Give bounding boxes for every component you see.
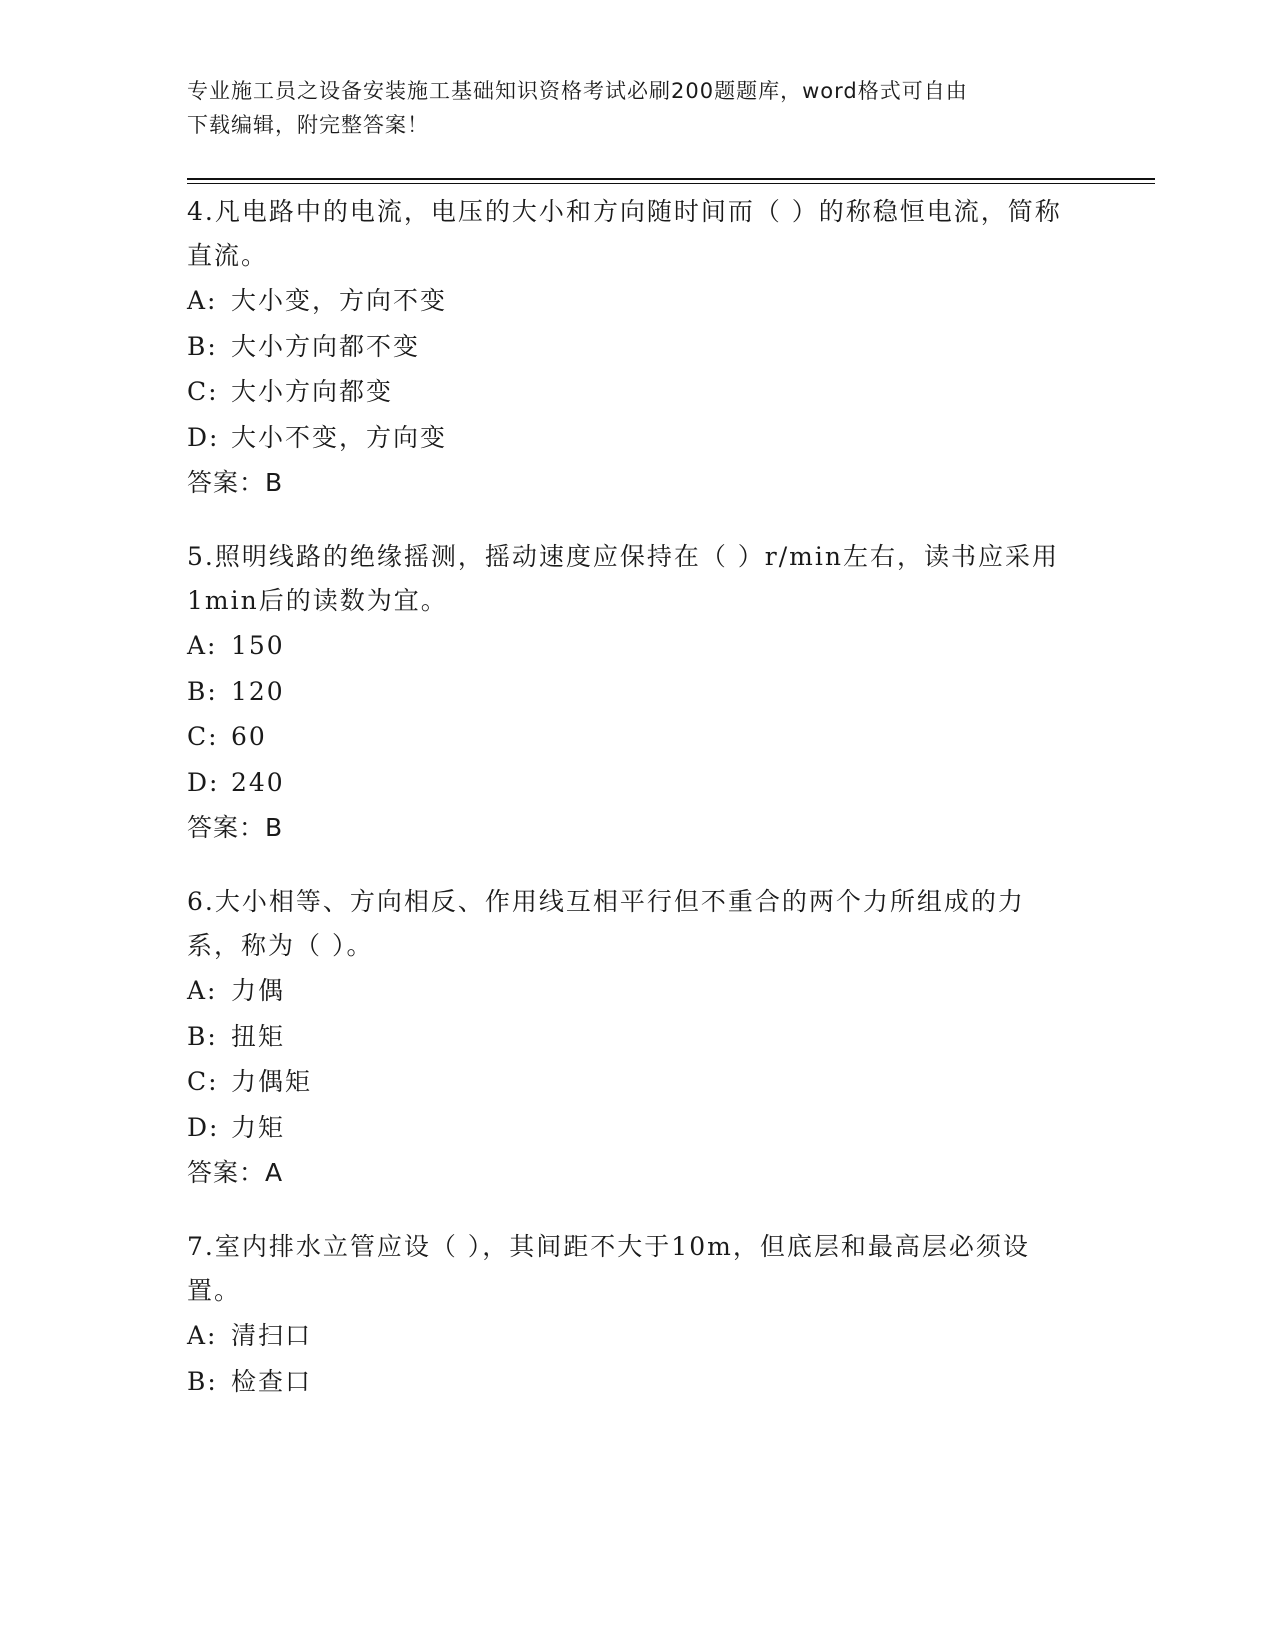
header-divider-thick (187, 178, 1155, 180)
option-d (187, 415, 1077, 461)
option-key: A: (187, 1321, 218, 1350)
option-c (187, 1059, 1077, 1105)
option-text: 大小方向都变 (231, 377, 394, 406)
option-a (187, 1313, 1077, 1359)
option-b (187, 1014, 1077, 1060)
option-a (187, 623, 1077, 669)
option-key: C: (187, 377, 219, 406)
document-header (187, 74, 1067, 142)
option-key: D: (187, 1112, 220, 1142)
option-key: D: (187, 422, 220, 452)
option-text: 60 (231, 722, 267, 751)
option-text: 力偶矩 (231, 1067, 313, 1096)
option-key: C: (187, 722, 219, 751)
option-a (187, 278, 1077, 324)
question-list (187, 190, 1077, 1434)
answer-line: 答案：B (187, 468, 284, 497)
option-text: 240 (231, 767, 285, 797)
option-text: 150 (231, 631, 285, 660)
option-text: 检查口 (231, 1366, 313, 1396)
option-d (187, 760, 1077, 806)
option-text: 120 (231, 676, 285, 706)
question-text: 6.大小相等、方向相反、作用线互相平行但不重合的两个力所组成的力系，称为（ ）。 (187, 887, 1025, 960)
question-5 (187, 535, 1077, 850)
option-c (187, 714, 1077, 760)
option-key: B: (187, 331, 218, 361)
option-c (187, 369, 1077, 415)
option-a (187, 968, 1077, 1014)
question-text: 4.凡电路中的电流，电压的大小和方向随时间而（ ）的称稳恒电流，简称直流。 (187, 197, 1062, 270)
option-key: C: (187, 1067, 219, 1096)
question-text: 7.室内排水立管应设（ ），其间距不大于10m，但底层和最高层必须设置。 (187, 1232, 1030, 1305)
option-text: 力矩 (231, 1112, 286, 1142)
answer-line: 答案：A (187, 1158, 284, 1187)
header-line-1: 专业施工员之设备安装施工基础知识资格考试必刷200题题库，word格式可自由 (187, 79, 968, 103)
option-text: 力偶 (231, 976, 286, 1005)
option-text: 大小变，方向不变 (231, 286, 448, 315)
answer-line: 答案：B (187, 813, 284, 842)
option-b (187, 1359, 1077, 1405)
option-b (187, 669, 1077, 715)
option-text: 扭矩 (231, 1021, 286, 1051)
option-text: 大小不变，方向变 (231, 422, 448, 452)
option-key: A: (187, 631, 218, 660)
option-d (187, 1105, 1077, 1151)
option-text: 大小方向都不变 (231, 331, 421, 361)
option-key: A: (187, 976, 218, 1005)
option-key: A: (187, 286, 218, 315)
question-6 (187, 880, 1077, 1195)
header-line-2: 下载编辑，附完整答案！ (187, 113, 429, 137)
option-key: B: (187, 676, 218, 706)
option-key: B: (187, 1366, 218, 1396)
question-4 (187, 190, 1077, 505)
option-text: 清扫口 (231, 1321, 313, 1350)
question-text: 5.照明线路的绝缘摇测，摇动速度应保持在（ ）r/min左右，读书应采用1min后的读数为宜。 (187, 542, 1059, 615)
question-7 (187, 1225, 1077, 1404)
option-b (187, 324, 1077, 370)
header-divider-thin (187, 183, 1155, 184)
option-key: B: (187, 1021, 218, 1051)
option-key: D: (187, 767, 220, 797)
